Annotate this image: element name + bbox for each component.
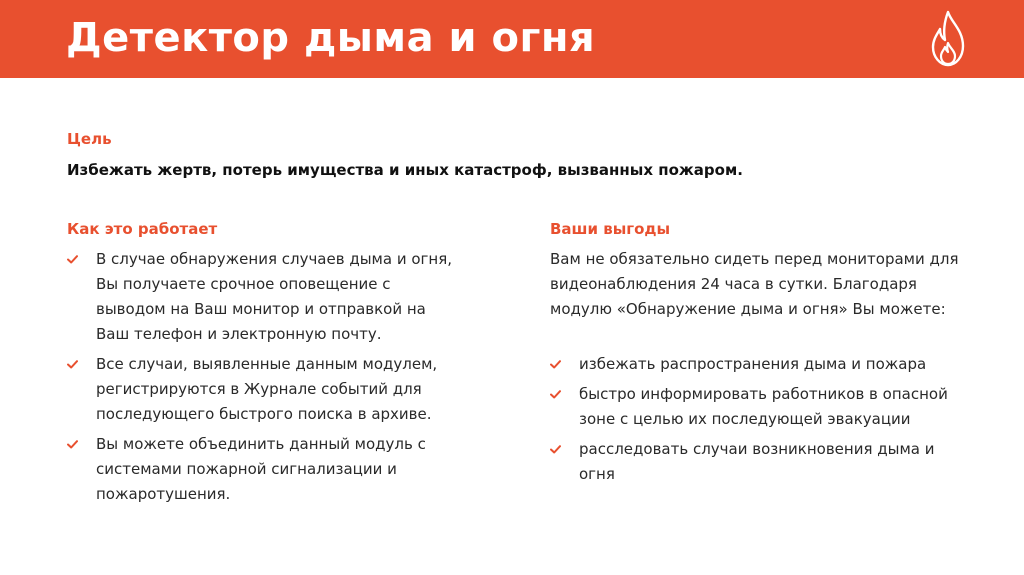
list-item — [67, 247, 457, 347]
check-icon — [67, 440, 78, 449]
goal-text: Избежать жертв, потерь имущества и иных катастроф, вызванных пожаром. — [67, 161, 743, 179]
check-icon — [67, 255, 78, 264]
check-icon — [550, 390, 561, 399]
check-icon — [550, 360, 561, 369]
flame-icon — [928, 10, 968, 68]
check-icon — [550, 445, 561, 454]
list-item — [550, 352, 970, 377]
list-item-text: Вы можете объединить данный модуль с системами пожарной сигнализации и пожаротушения. — [96, 435, 426, 503]
how-it-works-list — [67, 247, 457, 512]
header-bar — [0, 0, 1024, 78]
list-item-text: быстро информировать работников в опасной зоне с целью их последующей эвакуации — [579, 385, 948, 428]
benefits-intro: Вам не обязательно сидеть перед мониторами для видеонаблюдения 24 часа в сутки. Благодаря модулю «Обнаружение дыма и огня» Вы можете: — [550, 250, 959, 318]
list-item — [67, 432, 457, 507]
check-icon — [67, 360, 78, 369]
goal-label: Цель — [67, 130, 112, 148]
list-item-text: расследовать случаи возникновения дыма и огня — [579, 440, 935, 483]
list-item-text: избежать распространения дыма и пожара — [579, 355, 927, 373]
list-item — [67, 352, 457, 427]
benefits-list — [550, 352, 970, 492]
list-item-text: В случае обнаружения случаев дыма и огня, Вы получаете срочное оповещение с выводом на Ваш монитор и отправкой на Ваш телефон и электронную почту. — [96, 250, 453, 343]
benefits-title: Ваши выгоды — [550, 220, 671, 238]
list-item-text: Все случаи, выявленные данным модулем, регистрируются в Журнале событий для последующего быстрого поиска в архиве. — [96, 355, 438, 423]
how-it-works-title: Как это работает — [67, 220, 218, 238]
page-title: Детектор дыма и огня — [66, 15, 596, 61]
list-item — [550, 382, 970, 432]
list-item — [550, 437, 970, 487]
